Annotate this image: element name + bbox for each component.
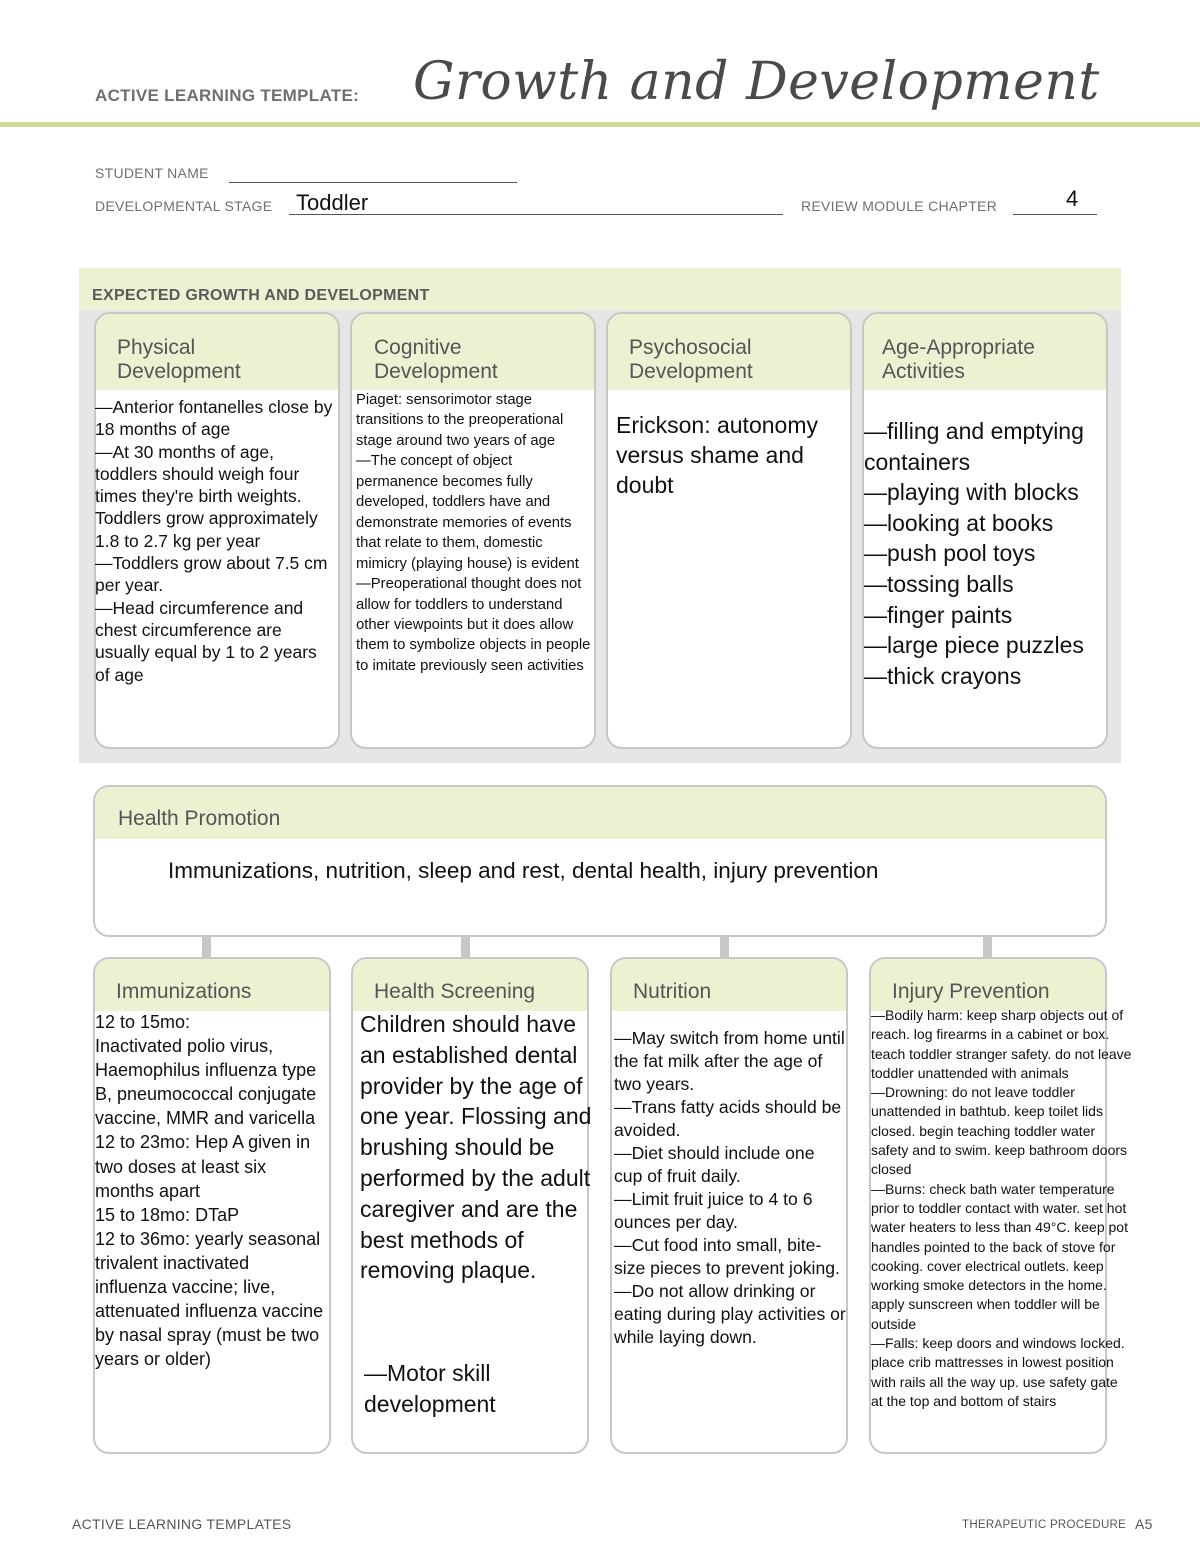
review-chapter-field[interactable] <box>1013 200 1097 215</box>
health-screening-title: Health Screening <box>374 980 536 1003</box>
health-screening-text-2[interactable]: —Motor skill development <box>364 1360 496 1417</box>
health-screening-text[interactable]: Children should have an established dental provider by the age of one year. Flossing and brushing should be performed by the adult caregiver and are the best methods of removing plaque. <box>360 1011 592 1284</box>
developmental-stage-value: Toddler <box>296 190 369 215</box>
footer-right: THERAPEUTIC PROCEDURE <box>962 1519 1127 1531</box>
student-name-field[interactable] <box>229 168 517 183</box>
age-appropriate-activities-title: Age-Appropriate Activities <box>882 336 1035 383</box>
cognitive-development-title: Cognitive Development <box>374 336 498 383</box>
immunizations-title: Immunizations <box>116 980 252 1003</box>
cognitive-development-text[interactable]: Piaget: sensorimotor stage transitions to the preoperational stage around two years of age —The concept of object permanence becomes fully developed, toddlers have and demonstrate memories of events that relate to them, domestic mimicry (playing house) is evident —Preoperational thought does not allow for toddlers to understand other viewpoints but it does allow them to symbolize objects in people to imitate previously seen activities <box>356 392 591 674</box>
review-chapter-value: 4 <box>1066 186 1079 211</box>
health-promotion-text[interactable]: Immunizations, nutrition, sleep and rest, dental health, injury prevention <box>168 858 879 883</box>
physical-development-text[interactable]: —Anterior fontanelles close by 18 months of age —At 30 months of age, toddlers should weigh four times they're birth weights. Toddlers grow approximately 1.8 to 2.7 kg per year —Toddlers grow about 7.5 cm per year. —Head circumference and chest circumference are usually equal by 1 to 2 years of age <box>95 397 333 685</box>
injury-prevention-text[interactable]: —Bodily harm: keep sharp objects out of reach. log firearms in a cabinet or box. teach toddler stranger safety. do not leave toddler unattended with animals —Drowning: do not leave toddler unattended in bathtub. keep toilet lids closed. begin teaching toddler water safety and to swim. keep bathroom doors closed —Burns: check bath water temperature prior to toddler contact with water. set hot water heaters to less than 49°C. keep pot handles pointed to the back of stove for cooking. cover electrical outlets. keep working smoke detectors in the home. apply sunscreen when toddler will be outside —Falls: keep doors and windows locked. place crib mattresses in lowest position with rails all the way up. use safety gate at the top and bottom of stairs <box>871 1007 1132 1409</box>
connector <box>461 935 470 957</box>
nutrition-text[interactable]: —May switch from home until the fat milk after the age of two years. —Trans fatty acids should be avoided. —Diet should include one cup of fruit daily. —Limit fruit juice to 4 to 6 ounces per day. —Cut food into small, bite-size pieces to prevent joking. —Do not allow drinking or eating during play activities or while laying down. <box>614 1028 846 1347</box>
expected-growth-title: EXPECTED GROWTH AND DEVELOPMENT <box>92 287 430 304</box>
connector <box>983 935 992 957</box>
nutrition-title: Nutrition <box>633 980 712 1003</box>
template-label: ACTIVE LEARNING TEMPLATE: <box>95 86 360 105</box>
developmental-stage-label: DEVELOPMENTAL STAGE <box>95 198 273 214</box>
health-promotion-title: Health Promotion <box>118 807 281 830</box>
footer-page-number: A5 <box>1135 1516 1153 1532</box>
student-name-label: STUDENT NAME <box>95 165 209 181</box>
physical-development-title: Physical Development <box>117 336 241 383</box>
footer-left: ACTIVE LEARNING TEMPLATES <box>72 1516 292 1532</box>
immunizations-text[interactable]: 12 to 15mo: Inactivated polio virus, Haemophilus influenza type B, pneumococcal conjugate vaccine, MMR and varicella 12 to 23mo: Hep A given in two doses at least six months apart 15 to 18mo: DTaP 12 to 36mo: yearly seasonal trivalent inactivated influenza vaccine; live, attenuated influenza vaccine by nasal spray (must be two years or older) <box>95 1012 324 1370</box>
psychosocial-development-text[interactable]: Erickson: autonomy versus shame and doubt <box>616 412 818 498</box>
psychosocial-development-card <box>606 312 852 749</box>
age-appropriate-activities-text[interactable]: —filling and emptying containers —playing with blocks —looking at books —push pool toys —tossing balls —finger paints —large piece puzzles —thick crayons <box>864 418 1084 689</box>
psychosocial-development-title: Psychosocial Development <box>629 336 753 383</box>
header-rule <box>0 122 1200 127</box>
page-title: Growth and Development <box>413 52 1100 112</box>
connector <box>202 935 211 957</box>
review-chapter-label: REVIEW MODULE CHAPTER <box>801 198 998 214</box>
injury-prevention-title: Injury Prevention <box>892 980 1050 1003</box>
connector <box>720 935 729 957</box>
